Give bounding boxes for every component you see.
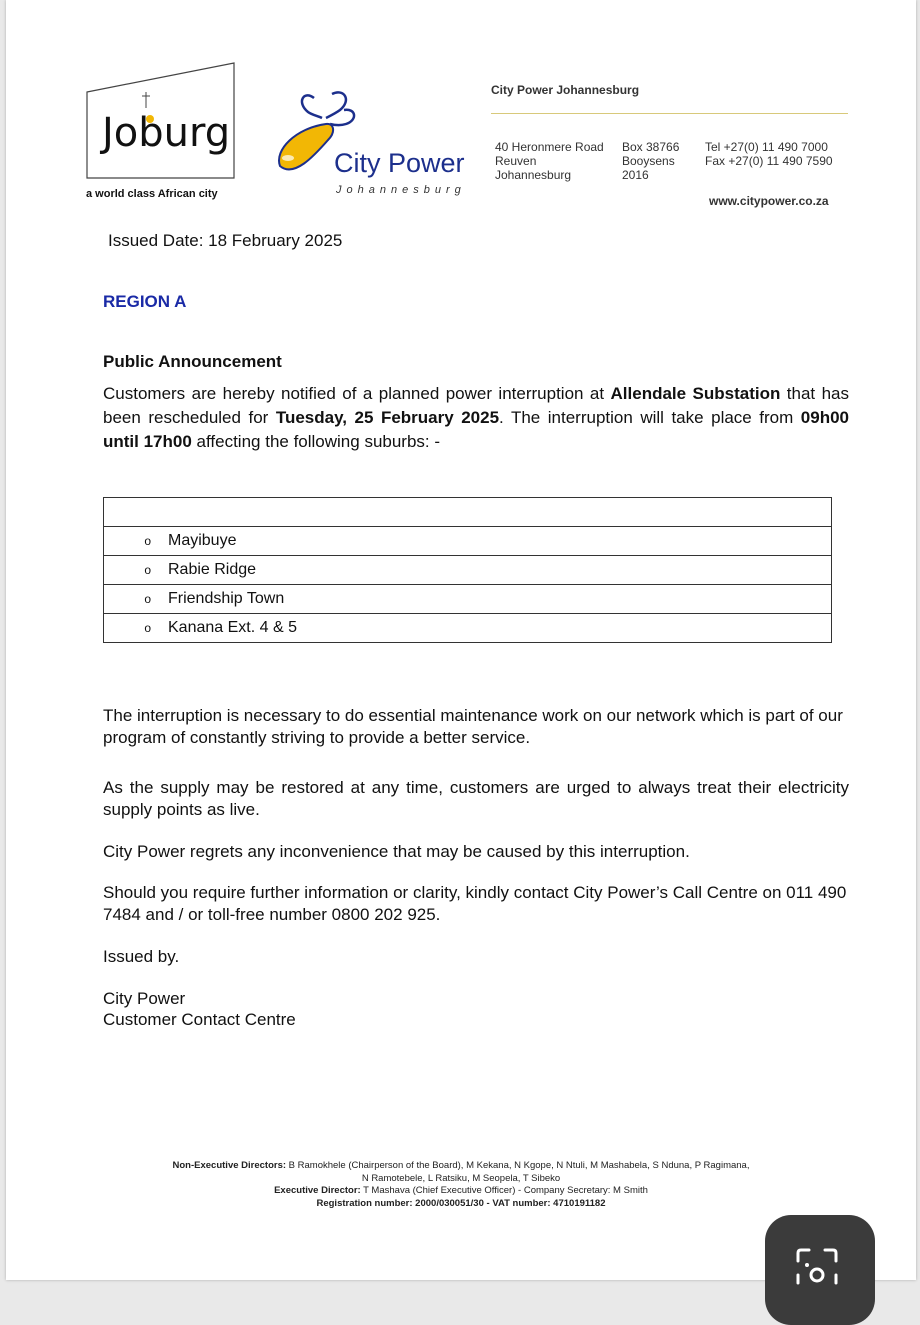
substation-name: Allendale Substation xyxy=(610,384,781,403)
intro-paragraph: Customers are hereby notified of a planned power interruption at Allendale Substation that has been rescheduled for Tuesday, 25 February 2025. The interruption will take place from 09h00 until 17h00 affecting the following suburbs: - xyxy=(103,384,849,451)
regret-paragraph: City Power regrets any inconvenience that may be caused by this interruption. xyxy=(103,842,690,861)
signoff-department: Customer Contact Centre xyxy=(103,1010,296,1029)
suburb-name: Mayibuye xyxy=(168,531,237,549)
joburg-logo-text: Joburg xyxy=(102,110,231,156)
address-line: Johannesburg xyxy=(495,168,572,182)
phone-numbers xyxy=(705,140,833,168)
table-row xyxy=(104,556,832,585)
address-line: Reuven xyxy=(495,154,537,168)
table-row xyxy=(104,527,832,556)
postal-line: 2016 xyxy=(622,168,649,182)
website-link[interactable]: www.citypower.co.za xyxy=(709,194,829,208)
citypower-logo-name: City Power xyxy=(334,148,465,178)
suburb-name: Rabie Ridge xyxy=(168,560,257,578)
bullet-icon: o xyxy=(144,533,151,548)
table-row xyxy=(104,498,832,527)
bullet-icon: o xyxy=(144,562,151,577)
suburb-name: Kanana Ext. 4 & 5 xyxy=(168,618,297,636)
signoff-org: City Power xyxy=(103,989,186,1008)
announcement-title: Public Announcement xyxy=(103,352,282,371)
issued-by: Issued by. xyxy=(103,947,180,966)
suburbs-table xyxy=(103,497,832,643)
phone-line: Tel +27(0) 11 490 7000 xyxy=(705,140,828,154)
postal-address xyxy=(622,140,679,182)
region-heading: REGION A xyxy=(103,292,187,311)
footer-directors: Non-Executive Directors: B Ramokhele (Chairperson of the Board), M Kekana, N Kgope, N Ntuli, M Mashabela, S Nduna, P Ragimana, N Ramotebele, L Ratsiku, M Seopela, T Sibeko Executive Director: T Mashava (Chief Executive Officer) - Company Secretary: M Smith Registration number: 2000/030051/30 - VAT number: 4710191182 xyxy=(172,1160,750,1209)
table-row xyxy=(104,614,832,643)
citypower-logo-subtitle: Johannesburg xyxy=(336,184,466,196)
address-line: 40 Heronmere Road xyxy=(495,140,604,154)
bullet-icon: o xyxy=(144,620,151,635)
postal-line: Box 38766 xyxy=(622,140,680,154)
issued-date: Issued Date: 18 February 2025 xyxy=(108,231,343,250)
interruption-date: Tuesday, 25 February 2025 xyxy=(275,408,500,427)
street-address xyxy=(495,140,604,182)
contact-paragraph: Should you require further information or clarity, kindly contact City Power’s Call Centre on 011 490 7484 and / or toll-free number 0800 202 925. xyxy=(103,883,847,924)
interruption-time: 09h00 until 17h00 xyxy=(103,408,849,451)
joburg-tagline: a world class African city xyxy=(86,188,218,200)
header-divider xyxy=(491,113,848,114)
table-row xyxy=(104,585,832,614)
org-name: City Power Johannesburg xyxy=(491,83,640,97)
scan-icon xyxy=(795,1247,839,1287)
bullet-icon: o xyxy=(144,591,151,606)
postal-line: Booysens xyxy=(622,154,675,168)
supply-paragraph: As the supply may be restored at any time, customers are urged to always treat their electricity supply points as live. xyxy=(103,778,849,819)
fax-line: Fax +27(0) 11 490 7590 xyxy=(705,154,833,168)
suburb-name: Friendship Town xyxy=(168,589,285,607)
document-page xyxy=(6,0,916,1280)
maintenance-paragraph: The interruption is necessary to do essential maintenance work on our network which is part of our program of constantly striving to provide a better service. xyxy=(103,706,843,747)
